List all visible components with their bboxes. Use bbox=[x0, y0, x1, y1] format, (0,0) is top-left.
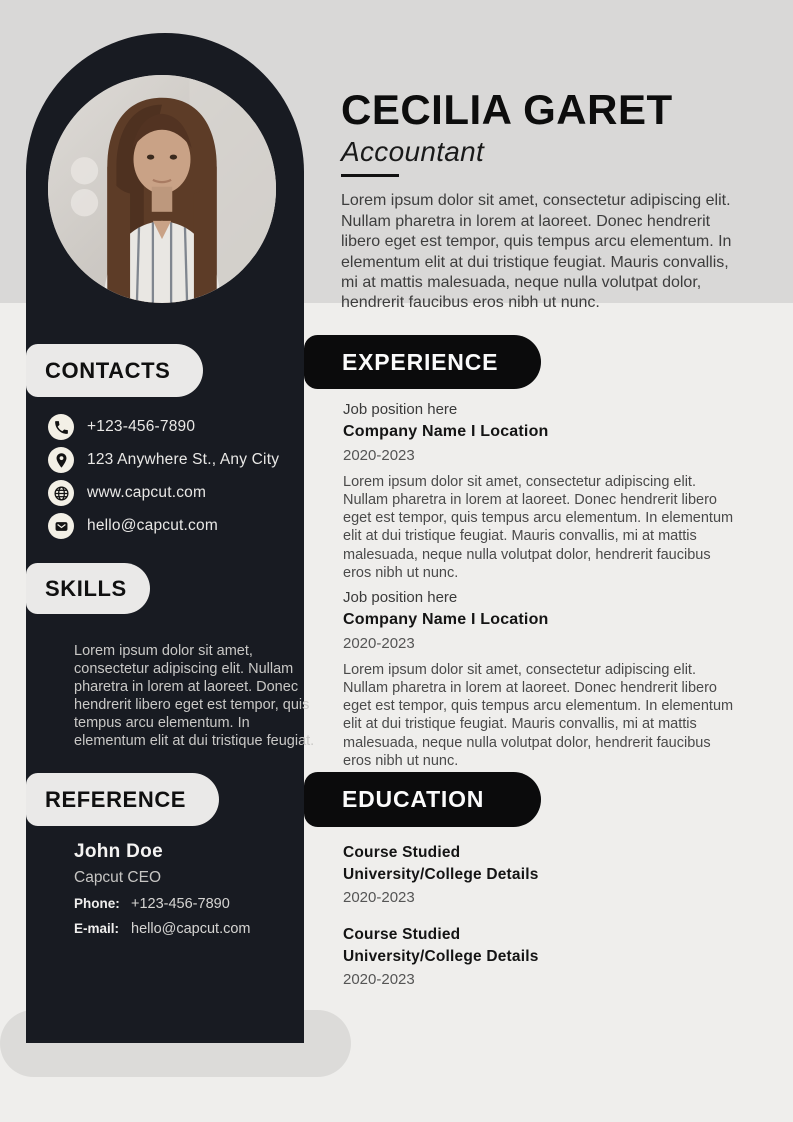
contact-website: www.capcut.com bbox=[87, 484, 207, 501]
contacts-heading-pill bbox=[26, 344, 203, 397]
education-heading-pill bbox=[304, 772, 541, 827]
reference-phone-label: Phone: bbox=[74, 896, 120, 911]
reference-name: John Doe bbox=[74, 841, 163, 862]
header-block bbox=[341, 88, 741, 314]
globe-icon bbox=[48, 480, 74, 506]
profile-summary: Lorem ipsum dolor sit amet, consectetur adipiscing elit. Nullam pharetra in lorem at laoreet. Donec hendrerit libero eget est tempor, quis tempus arcu elementum. In elementum elit at dui tristique feugiat. Mauris convallis, mi at mattis malesuada, neque nulla volutpat dolor, hendrerit faucibus eros nibh ut nunc. bbox=[341, 192, 732, 312]
reference-heading: REFERENCE bbox=[45, 786, 187, 812]
profile-photo bbox=[48, 75, 276, 303]
contact-email: hello@capcut.com bbox=[87, 517, 218, 534]
job-description: Lorem ipsum dolor sit amet, consectetur adipiscing elit. Nullam pharetra in lorem at laoreet. Donec hendrerit libero eget est tempor, quis tempus arcu elementum. In elementum elit at dui tristique feugiat. Mauris convallis, mi at mattis malesuada, neque nulla volutpat dolor, hendrerit faucibus eros nibh ut nunc. bbox=[343, 474, 734, 581]
course-name: Course Studied bbox=[343, 926, 461, 943]
skills-heading-pill bbox=[26, 563, 150, 614]
reference-phone-value: +123-456-7890 bbox=[131, 896, 230, 912]
reference-email-label: E-mail: bbox=[74, 921, 120, 936]
contact-row-address bbox=[48, 447, 298, 473]
education-entry-1 bbox=[343, 844, 735, 906]
course-name: Course Studied bbox=[343, 844, 461, 861]
education-entry-2 bbox=[343, 926, 735, 988]
contact-list bbox=[48, 414, 298, 546]
education-heading: EDUCATION bbox=[342, 786, 485, 812]
contact-row-email bbox=[48, 513, 298, 539]
reference-heading-pill bbox=[26, 773, 219, 826]
reference-email-value: hello@capcut.com bbox=[131, 921, 251, 937]
title-underline bbox=[341, 174, 399, 177]
contact-row-website bbox=[48, 480, 298, 506]
job-description: Lorem ipsum dolor sit amet, consectetur adipiscing elit. Nullam pharetra in lorem at laoreet. Donec hendrerit libero eget est tempor, quis tempus arcu elementum. In elementum elit at dui tristique feugiat. Mauris convallis, mi at mattis malesuada, neque nulla volutpat dolor, hendrerit faucibus eros nibh ut nunc. bbox=[343, 662, 734, 769]
skills-heading: SKILLS bbox=[45, 575, 127, 601]
contacts-heading: CONTACTS bbox=[45, 357, 171, 383]
contact-address: 123 Anywhere St., Any City bbox=[87, 451, 280, 468]
job-dates: 2020-2023 bbox=[343, 447, 415, 464]
contact-row-phone bbox=[48, 414, 298, 440]
education-dates: 2020-2023 bbox=[343, 889, 415, 906]
portrait-illustration bbox=[48, 75, 276, 303]
company-name: Company Name I Location bbox=[343, 611, 549, 628]
experience-entry-2 bbox=[343, 589, 735, 770]
person-name: CECILIA GARET bbox=[341, 86, 673, 133]
contact-phone: +123-456-7890 bbox=[87, 418, 196, 435]
phone-icon bbox=[48, 414, 74, 440]
university-details: University/College Details bbox=[343, 948, 539, 965]
person-job-title: Accountant bbox=[341, 136, 485, 168]
experience-entry-1 bbox=[343, 401, 735, 582]
skills-text: Lorem ipsum dolor sit amet, consectetur adipiscing elit. Nullam pharetra in lorem at laoreet. Donec hendrerit libero eget est tempor, quis tempus arcu elementum. In elementum elit at dui tristique feugiat. bbox=[74, 643, 315, 749]
email-icon bbox=[48, 513, 74, 539]
company-name: Company Name I Location bbox=[343, 423, 549, 440]
education-dates: 2020-2023 bbox=[343, 971, 415, 988]
reference-block bbox=[74, 841, 304, 937]
job-dates: 2020-2023 bbox=[343, 635, 415, 652]
reference-role: Capcut CEO bbox=[74, 869, 162, 886]
reference-email-row bbox=[74, 921, 304, 937]
experience-heading: EXPERIENCE bbox=[342, 348, 499, 375]
university-details: University/College Details bbox=[343, 866, 539, 883]
reference-phone-row bbox=[74, 896, 304, 912]
job-position: Job position here bbox=[343, 589, 458, 606]
experience-heading-pill bbox=[304, 335, 541, 389]
location-icon bbox=[48, 447, 74, 473]
sidebar bbox=[26, 33, 315, 1043]
job-position: Job position here bbox=[343, 401, 458, 418]
